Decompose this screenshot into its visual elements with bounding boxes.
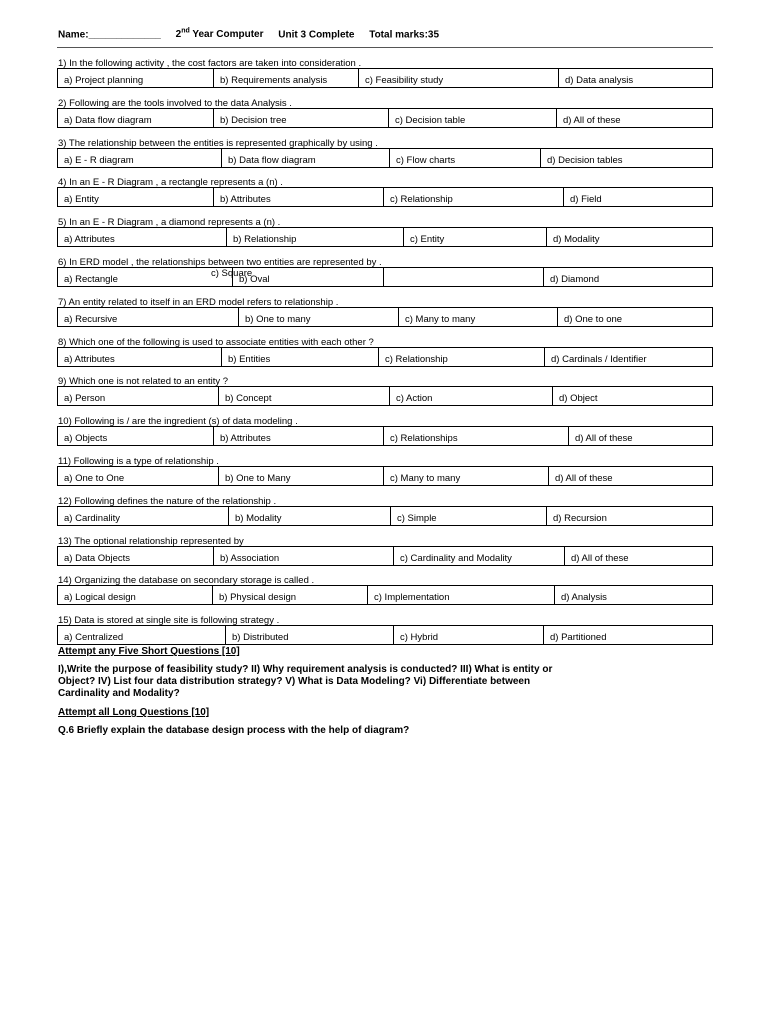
options-row (57, 386, 713, 406)
option-cell (218, 387, 390, 405)
option-b[interactable]: b) Association (220, 552, 280, 564)
option-b[interactable]: b) Attributes (220, 194, 271, 206)
options-row (57, 347, 713, 367)
option-cell (225, 626, 394, 644)
option-cell (58, 149, 221, 167)
option-d[interactable]: d) All of these (575, 433, 633, 445)
option-cell (388, 109, 557, 127)
option-b[interactable]: b) Requirements analysis (220, 75, 328, 86)
option-cell (58, 467, 218, 485)
option-cell (58, 228, 226, 246)
question-text: 1) In the following activity , the cost factors are taken into consideration . (58, 58, 362, 69)
option-b[interactable]: b) Attributes (220, 433, 271, 445)
option-a[interactable]: a) One to One (64, 473, 125, 484)
option-c[interactable]: c) Relationships (390, 433, 458, 445)
option-cell (564, 547, 715, 565)
option-a[interactable]: a) Attributes (64, 353, 115, 365)
option-b[interactable]: b) Relationship (233, 234, 297, 246)
option-cell (383, 268, 544, 286)
option-cell (58, 188, 213, 206)
question-text: 12) Following defines the nature of the relationship . (58, 495, 277, 507)
option-cell (403, 228, 547, 246)
option-cell (389, 149, 541, 167)
option-cell (58, 109, 213, 127)
option-cell (228, 507, 391, 525)
options-row (57, 227, 713, 247)
question-text: 13) The optional relationship represented by (58, 535, 244, 547)
question-text: 10) Following is / are the ingredient (s) of data modeling . (58, 416, 298, 428)
option-c[interactable]: c) Flow charts (396, 154, 456, 166)
option-c[interactable]: c) Decision table (395, 114, 466, 126)
options-row (57, 108, 713, 128)
option-d[interactable]: d) Diamond (550, 274, 600, 285)
option-cell (556, 109, 715, 127)
option-d[interactable]: d) Data analysis (565, 75, 634, 86)
option-cell (213, 188, 384, 206)
option-cell (58, 387, 218, 405)
option-cell (367, 586, 555, 604)
option-d[interactable]: d) Decision tables (547, 154, 623, 166)
option-d[interactable]: d) One to one (564, 313, 623, 325)
option-d[interactable]: d) Field (570, 194, 602, 206)
option-cell (213, 69, 359, 87)
option-c[interactable]: c) Many to many (390, 473, 461, 484)
question-text: 5) In an E - R Diagram , a diamond represents a (n) . (58, 217, 281, 229)
option-c[interactable]: c) Action (396, 393, 433, 405)
unit-title: Unit 3 Complete (278, 29, 355, 41)
option-cell (383, 427, 569, 445)
option-d[interactable]: d) All of these (563, 114, 621, 126)
long-question-text: Q.6 Briefly explain the database design process with the help of diagram? (58, 725, 410, 736)
question-text: 3) The relationship between the entities is represented graphically by using . (58, 137, 378, 149)
question-text: 8) Which one of the following is used to associate entities with each other ? (58, 336, 374, 348)
option-cell (393, 547, 565, 565)
options-row (57, 625, 713, 645)
option-cell (378, 348, 545, 366)
question-text: 7) An entity related to itself in an ERD model refers to relationship . (58, 296, 339, 308)
question-text: 4) In an E - R Diagram , a rectangle represents a (n) . (58, 177, 283, 189)
option-cell (389, 387, 553, 405)
option-d[interactable]: d) Cardinals / Identifier (551, 353, 647, 365)
options-row (57, 546, 713, 566)
option-cell (552, 387, 715, 405)
question-text: 2) Following are the tools involved to the data Analysis . (58, 97, 292, 109)
option-a[interactable]: a) Recursive (64, 313, 118, 325)
option-cell (221, 149, 390, 167)
option-b[interactable]: b) One to Many (225, 473, 291, 484)
option-c[interactable]: c) Relationship (390, 194, 453, 206)
option-c-floating: c) Square (211, 268, 253, 279)
question-text: 6) In ERD model , the relationships between two entities are represented by . (58, 257, 382, 268)
class-year: 2nd Year Computer (175, 28, 264, 41)
option-d[interactable]: d) Analysis (561, 592, 607, 604)
options-row (57, 187, 713, 207)
option-cell (563, 188, 715, 206)
option-a[interactable]: a) Objects (64, 433, 108, 445)
options-row (57, 307, 713, 327)
option-c[interactable]: c) Many to many (405, 313, 476, 325)
option-cell (232, 268, 384, 286)
option-cell (213, 547, 394, 565)
option-cell (383, 188, 564, 206)
option-cell (568, 427, 715, 445)
option-a[interactable]: a) Project planning (64, 75, 144, 86)
options-row (57, 585, 713, 605)
option-cell (58, 308, 238, 326)
option-cell (398, 308, 558, 326)
option-cell (221, 348, 379, 366)
long-questions-heading: Attempt all Long Questions [10] (58, 707, 210, 718)
option-cell (358, 69, 559, 87)
option-cell (213, 427, 384, 445)
option-cell (546, 507, 715, 525)
option-a[interactable]: a) Attributes (64, 234, 115, 246)
option-b[interactable]: b) Oval (239, 274, 270, 285)
question-text: 11) Following is a type of relationship . (58, 456, 219, 467)
option-cell (58, 507, 228, 525)
option-cell (58, 586, 212, 604)
option-cell (548, 467, 715, 485)
option-a[interactable]: a) Data flow diagram (64, 114, 152, 126)
option-d[interactable]: d) Modality (553, 234, 600, 246)
option-cell (58, 427, 213, 445)
question-text: 14) Organizing the database on secondary storage is called . (58, 575, 315, 587)
option-c[interactable]: c) Simple (397, 512, 437, 524)
option-cell (213, 109, 389, 127)
option-b[interactable]: b) Entities (228, 353, 271, 365)
option-cell (212, 586, 368, 604)
option-b[interactable]: b) Concept (225, 393, 272, 405)
option-a[interactable]: a) Person (64, 393, 106, 405)
option-cell (557, 308, 715, 326)
options-row (57, 148, 713, 168)
option-d[interactable]: d) Partitioned (550, 632, 607, 644)
option-cell (58, 626, 225, 644)
option-cell (58, 547, 213, 565)
option-cell (226, 228, 404, 246)
option-cell (238, 308, 399, 326)
question-text: 9) Which one is not related to an entity ? (58, 376, 229, 388)
option-cell (544, 348, 715, 366)
option-cell (390, 507, 547, 525)
name-field: Name:_____________ (58, 29, 161, 41)
option-a[interactable]: a) Cardinality (64, 512, 120, 524)
option-a[interactable]: a) Logical design (64, 592, 136, 604)
option-c[interactable]: c) Implementation (374, 592, 450, 604)
option-cell (383, 467, 549, 485)
option-a[interactable]: a) Rectangle (64, 274, 118, 285)
options-row (57, 426, 713, 446)
option-cell (218, 467, 384, 485)
option-d[interactable]: d) All of these (571, 552, 629, 564)
option-cell (58, 69, 213, 87)
page-header (58, 28, 439, 40)
option-c[interactable]: c) Cardinality and Modality (400, 552, 512, 564)
option-cell (58, 268, 232, 286)
option-b[interactable]: b) Distributed (232, 632, 289, 644)
option-a[interactable]: a) E - R diagram (64, 154, 134, 166)
short-questions-heading: Attempt any Five Short Questions [10] (58, 646, 240, 657)
options-row (57, 466, 713, 486)
options-row (57, 68, 713, 88)
options-row (57, 267, 713, 287)
question-text: 15) Data is stored at single site is following strategy . (58, 615, 280, 627)
option-c[interactable]: c) Feasibility study (365, 75, 444, 86)
option-d[interactable]: d) All of these (555, 473, 613, 484)
header-rule (57, 47, 713, 48)
options-row (57, 506, 713, 526)
option-d[interactable]: d) Object (559, 393, 598, 405)
option-cell (543, 268, 715, 286)
option-b[interactable]: b) One to many (245, 313, 311, 325)
option-a[interactable]: a) Entity (64, 194, 99, 206)
option-cell (58, 348, 221, 366)
option-c[interactable]: c) Entity (410, 234, 445, 246)
option-b[interactable]: b) Data flow diagram (228, 154, 316, 166)
option-b[interactable]: b) Modality (235, 512, 282, 524)
option-c[interactable]: c) Hybrid (400, 632, 439, 644)
option-cell (543, 626, 715, 644)
option-a[interactable]: a) Data Objects (64, 552, 130, 564)
option-cell (393, 626, 544, 644)
total-marks: Total marks:35 (369, 29, 440, 41)
option-cell (558, 69, 715, 87)
option-cell (540, 149, 715, 167)
option-a[interactable]: a) Centralized (64, 632, 124, 644)
option-cell (546, 228, 715, 246)
option-c[interactable]: c) Relationship (385, 353, 448, 365)
option-cell (554, 586, 715, 604)
option-d[interactable]: d) Recursion (553, 512, 607, 524)
short-questions-text: I),Write the purpose of feasibility study? II) Why requirement analysis is conducted? III) What is entity or Object? IV) List four data distribution strategy? V) What is Data Modeling? Vi) Differentiate between Cardinality and Modality? (58, 664, 553, 699)
option-b[interactable]: b) Decision tree (220, 114, 287, 126)
option-b[interactable]: b) Physical design (219, 592, 297, 604)
